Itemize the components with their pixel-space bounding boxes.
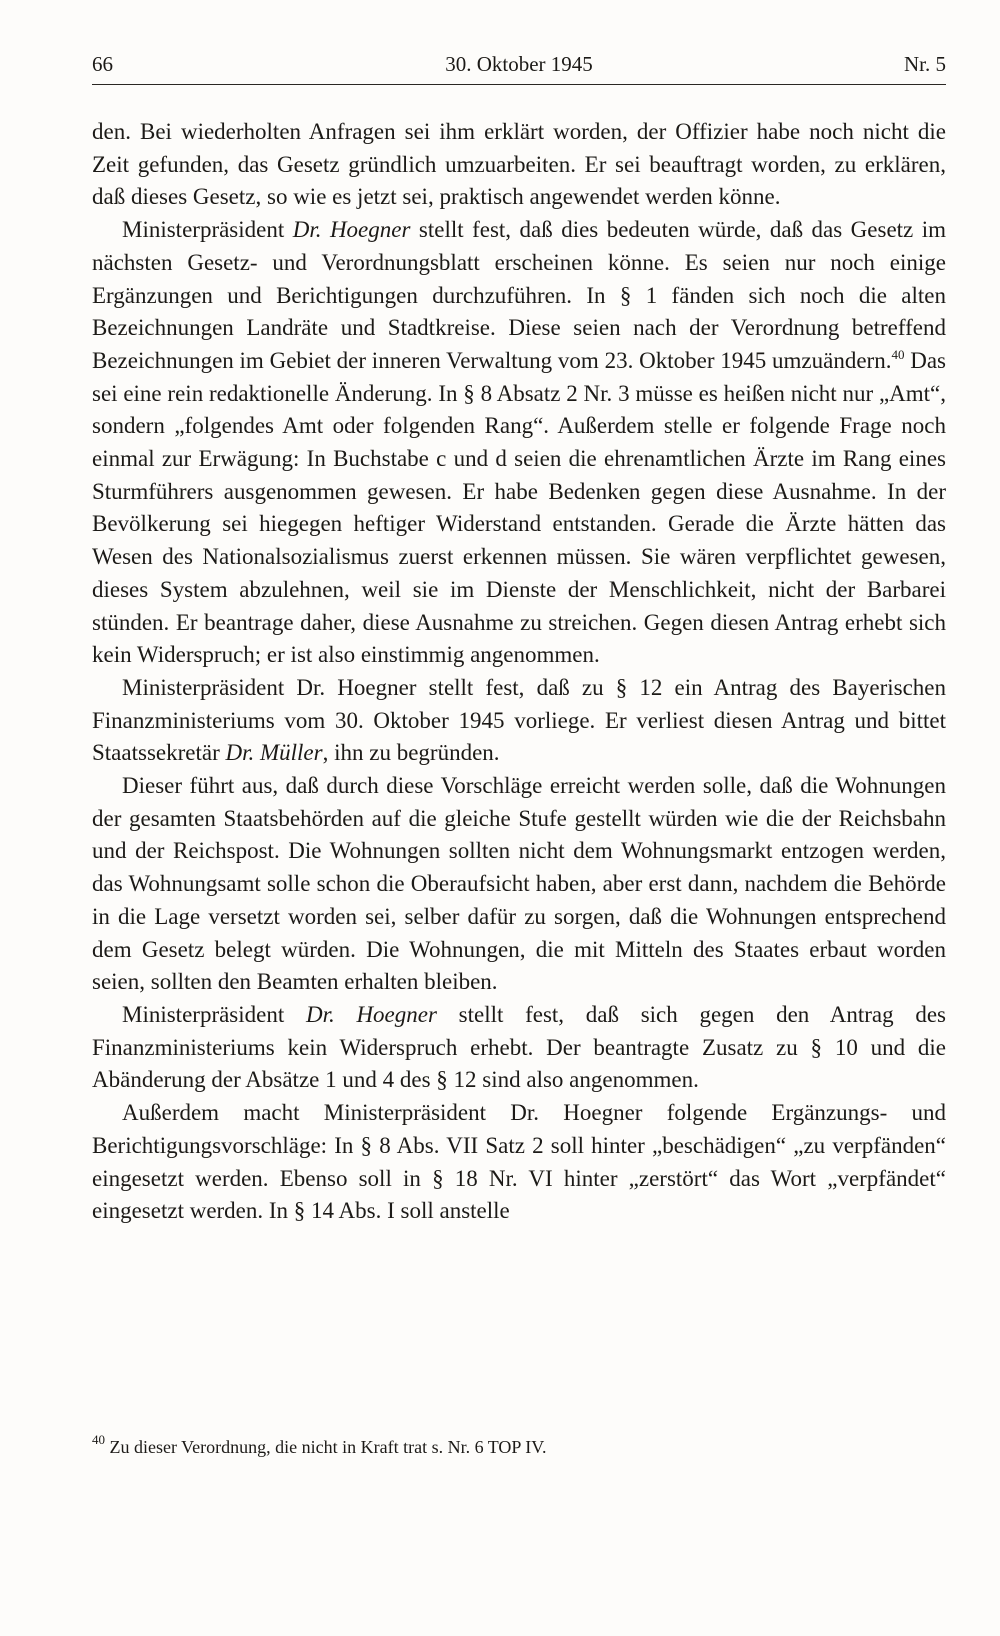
main-text (92, 116, 946, 1228)
paragraph-6 (92, 1097, 946, 1228)
issue-number: Nr. 5 (904, 52, 946, 76)
paragraph-5-text-a: Ministerpräsident (122, 1001, 306, 1027)
paragraph-2-text-d: Das sei eine rein redaktionelle Änderung. In § 8 Absatz 2 Nr. 3 müsse es heißen nicht nur „Amt“, sondern „folgendes Amt oder folgenden Rang“. Außerdem stelle er folgende Frage noch einmal zur Erwägung: In Buchstabe c und d seien die ehrenamtlichen Ärzte im Rang eines Sturmführers ausgenommen gewesen. Er habe Bedenken gegen diese Ausnahme. In der Bevölkerung sei hiegegen heftiger Widerstand entstanden. Gerade die Ärzte hätten das Wesen des Nationalsozialismus zuerst erkennen müssen. Sie wären verpflichtet gewesen, dieses System abzulehnen, weil sie im Dienste der Menschlichkeit, nicht der Barbarei stünden. Er beantrage daher, diese Ausnahme zu streichen. Gegen diesen Antrag erhebt sich kein Widerspruch; er ist also einstimmig angenommen. (92, 347, 946, 668)
paragraph-3-text-c: , ihn zu begründen. (322, 740, 500, 766)
paragraph-5 (92, 999, 946, 1097)
paragraph-6-text: Außerdem macht Ministerpräsident Dr. Hoegner folgende Ergänzungs- und Berichtigungsvorschläge: In § 8 Abs. VII Satz 2 soll hinter „beschädigen“ „zu verpfänden“ eingesetzt werden. Ebenso soll in § 18 Nr. VI hinter „zerstört“ das Wort „verpfändet“ eingesetzt werden. In § 14 Abs. I soll anstelle (92, 1100, 946, 1224)
paragraph-5-text-c: stellt fest, daß sich gegen den Antrag des Finanzministeriums kein Widerspruch erhebt. Der beantragte Zusatz zu § 10 und die Abänderung der Absätze 1 und 4 des § 12 sind also angenommen. (92, 1001, 946, 1093)
page-number: 66 (92, 52, 113, 76)
running-header (92, 48, 946, 85)
footnote-number: 40 (92, 1432, 105, 1447)
speaker-name: Dr. Müller (225, 740, 323, 766)
footnote-ref[interactable]: 40 (891, 346, 905, 362)
footnote (92, 1434, 946, 1460)
paragraph-2-text-a: Ministerpräsident (122, 217, 293, 243)
paragraph-4-text: Dieser führt aus, daß durch diese Vorschläge erreicht werden solle, daß die Wohnungen der gesamten Staatsbehörden auf die gleiche Stufe gestellt würden wie die der Reichsbahn und der Reichspost. Die Wohnungen sollten nicht dem Wohnungsmarkt entzogen werden, das Wohnungsamt solle schon die Oberaufsicht haben, aber erst dann, nachdem die Behörde in die Lage versetzt worden sei, selber dafür zu sorgen, daß die Wohnungen entsprechend dem Gesetz belegt würden. Die Wohnungen, die mit Mitteln des Staates erbaut worden seien, sollten den Beamten erhalten bleiben. (92, 773, 946, 995)
paragraph-1-text: den. Bei wiederholten Anfragen sei ihm erklärt worden, der Offizier habe noch nicht die Zeit gefunden, das Gesetz gründlich umzuarbeiten. Er sei beauftragt worden, zu erklären, daß dieses Gesetz, so wie es jetzt sei, praktisch angewendet werden könne. (92, 119, 946, 210)
header-date: 30. Oktober 1945 (445, 52, 593, 76)
paragraph-1 (92, 116, 946, 214)
speaker-name: Dr. Hoegner (305, 1001, 437, 1027)
footnote-text: Zu dieser Verordnung, die nicht in Kraft trat s. Nr. 6 TOP IV. (105, 1437, 547, 1457)
paragraph-3 (92, 672, 946, 770)
paragraph-2 (92, 214, 946, 672)
speaker-name: Dr. Hoegner (292, 217, 411, 243)
paragraph-3-text-a: Ministerpräsident Dr. Hoegner stellt fest, daß zu § 12 ein Antrag des Bayerischen Finanzministeriums vom 30. Oktober 1945 vorliege. Er verliest diesen Antrag und bittet Staatssekretär (92, 674, 946, 766)
paragraph-2-text-c: stellt fest, daß dies bedeuten würde, daß das Gesetz im nächsten Gesetz- und Verordnungsblatt erscheinen könne. Es seien nur noch einige Ergänzungen und Berichtigungen durchzuführen. In § 1 fänden sich noch die alten Bezeichnungen Landräte und Stadtkreise. Diese seien nach der Verordnung betreffend Bezeichnungen im Gebiet der inneren Verwaltung vom 23. Oktober 1945 umzuändern. (92, 217, 947, 373)
paragraph-4 (92, 770, 946, 999)
